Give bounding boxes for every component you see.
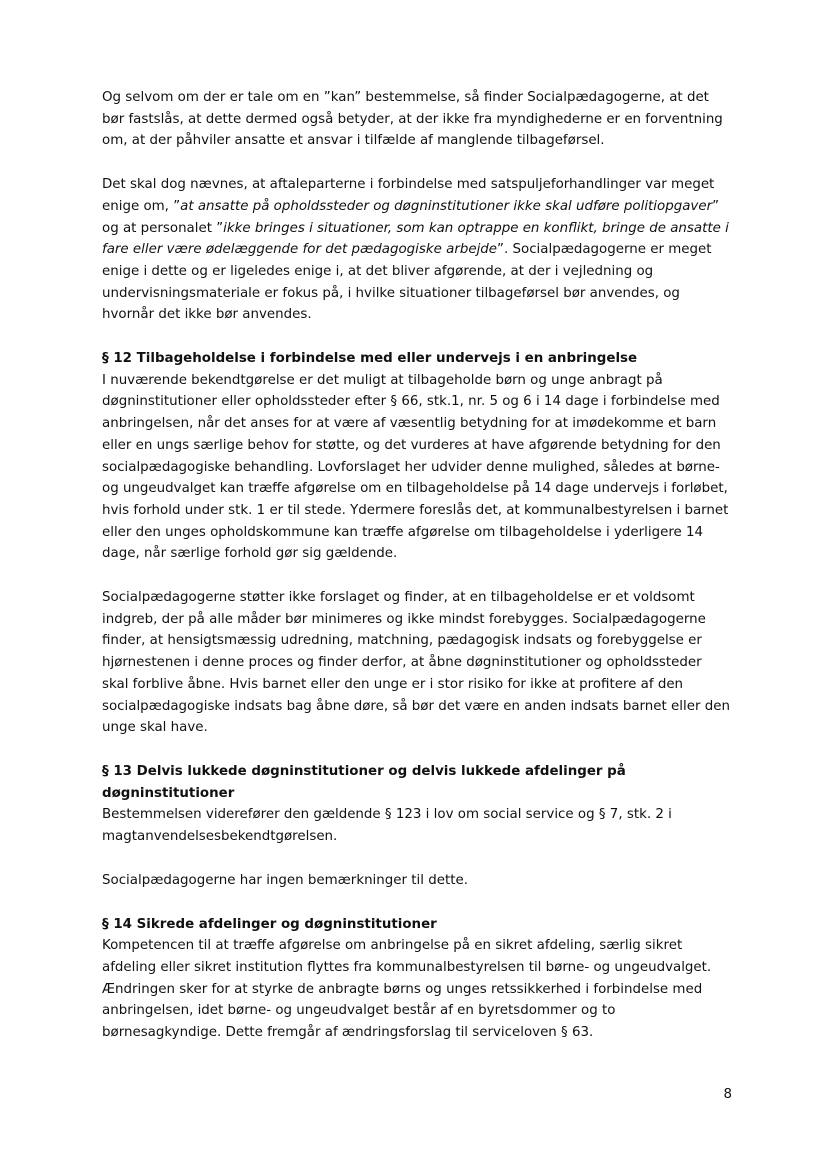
- section-13: [102, 761, 732, 848]
- quote-situationer: ikke bringes i situationer, som kan optrappe en konflikt, bringe de ansatte i fare eller være ødelæggende for det pædagogiske arbejde: [102, 220, 729, 258]
- section-13-comment: Socialpædagogerne har ingen bemærkninger til dette.: [102, 872, 468, 888]
- section-12-comment: Socialpædagogerne støtter ikke forslaget og finder, at en tilbageholdelse er et voldsomt indgreb, der på alle måder bør minimeres og ikke mindst forebygges. Socialpædagogerne finder, at hensigtsmæssig udredning, matchning, pædagogisk indsats og forebyggelse er hjørnestenen i denne proces og finder derfor, at åbne døgninstitutioner og opholdssteder skal forblive åbne. Hvis barnet eller den unge er i stor risiko for ikke at profitere af den socialpædagogiske indsats bag åbne døre, så bør det være en anden indsats barnet eller den unge skal have.: [102, 590, 730, 736]
- section-14: [102, 914, 732, 1044]
- section-14-heading: § 14 Sikrede afdelinger og døgninstitutioner: [102, 916, 437, 932]
- paragraph-text: Det skal dog nævnes, at aftaleparterne i forbindelse med satspuljeforhandlinger var meget enige om, ”: [102, 177, 715, 214]
- page-number: 8: [723, 1087, 732, 1102]
- section-12: [102, 348, 732, 565]
- paragraph-tilbageforsel: Og selvom om der er tale om en ”kan” bestemmelse, så finder Socialpædagogerne, at det bør fastslås, at dette dermed også betyder, at der ikke fra myndighederne er en forventning om, at der påhviler ansatte et ansvar i tilfælde af manglende tilbageførsel.: [102, 90, 723, 149]
- quote-politiopgaver: at ansatte på opholdssteder og døgninstitutioner ikke skal udføre politiopgaver: [180, 198, 713, 214]
- section-13-heading: § 13 Delvis lukkede døgninstitutioner og delvis lukkede afdelinger på døgninstitutioner: [102, 763, 626, 801]
- section-12-heading: § 12 Tilbageholdelse i forbindelse med eller undervejs i en anbringelse: [102, 351, 638, 367]
- page-content: [102, 87, 732, 1066]
- paragraph-text: ”. Socialpædagogerne er meget enige i dette og er ligeledes enige i, at det bliver afgørende, at der i vejledning og undervisningsmateriale er fokus på, i hvilke situationer tilbageførsel bør anvendes, og hvornår det ikke bør anvendes.: [102, 242, 712, 323]
- paragraph-aftaleparterne: [102, 174, 732, 326]
- paragraph-text: ” og at personalet ”: [102, 198, 720, 236]
- section-13-body: Bestemmelsen viderefører den gældende § 123 i lov om social service og § 7, stk. 2 i magtanvendelsesbekendtgørelsen.: [102, 807, 672, 845]
- section-14-body: Kompetencen til at træffe afgørelse om anbringelse på en sikret afdeling, særlig sikret afdeling eller sikret institution flyttes fra kommunalbestyrelsen til børne- og ungeudvalget. Ændringen sker for at styrke de anbragte børns og unges retssikkerhed i forbindelse med anbringelsen, idet børne- og ungeudvalget består af en byretsdommer og to børnesagkyndige. Dette fremgår af ændringsforslag til serviceloven § 63.: [102, 938, 712, 1041]
- section-12-body: I nuværende bekendtgørelse er det muligt at tilbageholde børn og unge anbragt på døgninstitutioner eller opholdssteder efter § 66, stk.1, nr. 5 og 6 i 14 dage i forbindelse med anbringelsen, når det anses for at være af væsentlig betydning for at imødekomme et barn eller en ungs særlige behov for støtte, og det vurderes at have afgørende betydning for den socialpædagogiske behandling. Lovforslaget her udvider denne mulighed, således at børne- og ungeudvalget kan træffe afgørelse om en tilbageholdelse på 14 dage undervejs i forløbet, hvis forhold under stk. 1 er til stede. Ydermere foreslås det, at kommunalbestyrelsen i barnet eller den unges opholdskommune kan træffe afgørelse om tilbageholdelse i yderligere 14 dage, når særlige forhold gør sig gældende.: [102, 372, 729, 562]
